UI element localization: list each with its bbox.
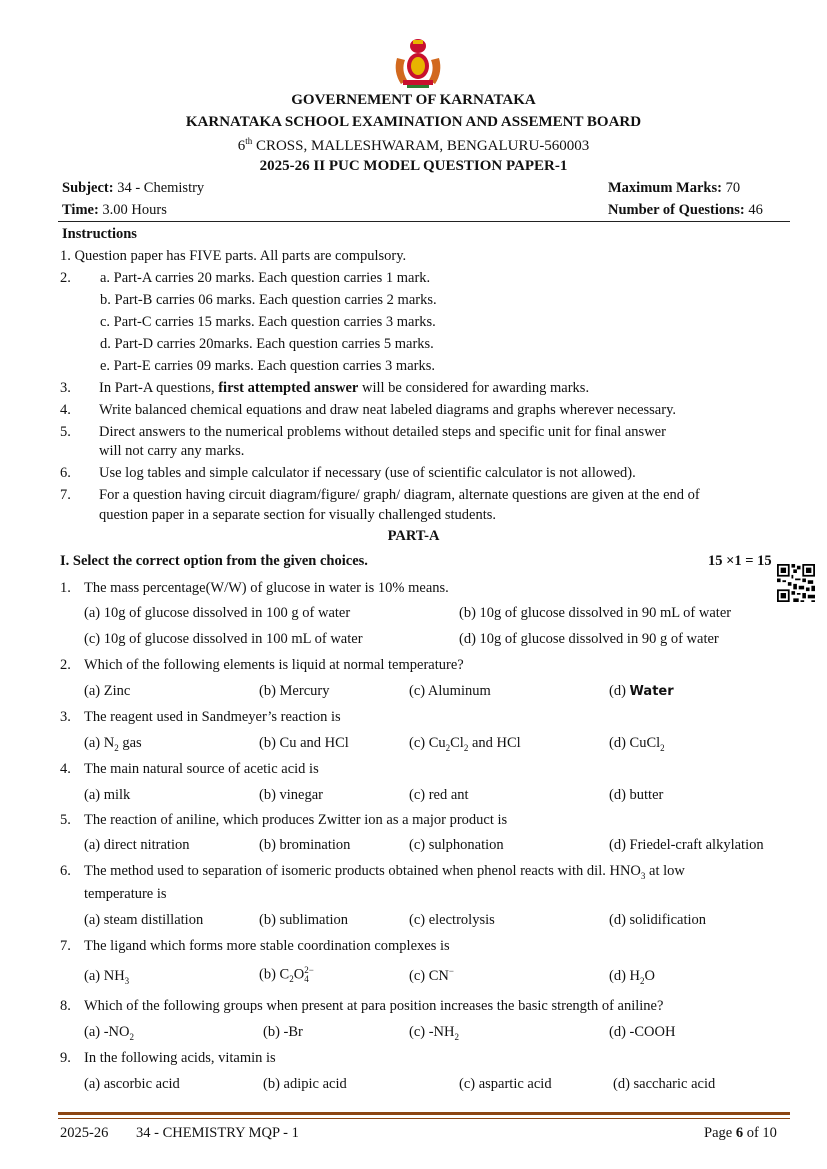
- question-1-number: 1.: [60, 580, 71, 596]
- question-6-option-c: (c) electrolysis: [409, 912, 495, 928]
- instruction-5-num: 5.: [60, 424, 71, 440]
- question-1-option-c: (c) 10g of glucose dissolved in 100 mL of water: [84, 631, 363, 647]
- question-7-option-b: (b) $C_2O$ 2− 4: [259, 965, 314, 985]
- question-4-option-b: (b) vinegar: [259, 787, 324, 803]
- instruction-2c: c. Part-C carries 15 marks. Each question carries 3 marks.: [100, 314, 436, 330]
- instruction-4-num: 4.: [60, 402, 71, 418]
- question-5-option-c: (c) sulphonation: [409, 837, 504, 853]
- question-5-option-b: (b) bromination: [259, 837, 351, 853]
- max-marks-line: Maximum Marks: 70: [608, 180, 741, 196]
- question-6-text-cont: temperature is: [84, 886, 167, 902]
- question-7-option-a: (a) $NH_3$: [84, 968, 130, 986]
- instruction-7a: For a question having circuit diagram/figure/ graph/ diagram, alternate questions are given at the end of: [99, 487, 700, 503]
- instruction-5b: will not carry any marks.: [99, 443, 245, 459]
- footer-year: 2025-26: [60, 1125, 109, 1141]
- question-4-option-d: (d) butter: [609, 787, 664, 803]
- instruction-6: Use log tables and simple calculator if necessary (use of scientific calculator is not allowed).: [99, 465, 636, 481]
- part-a-title: PART-A: [387, 528, 440, 544]
- question-5-number: 5.: [60, 812, 71, 828]
- question-8-option-b: (b) -Br: [263, 1024, 303, 1040]
- question-8-option-d: (d) -COOH: [609, 1024, 676, 1040]
- question-2-option-b: (b) Mercury: [259, 683, 330, 699]
- question-3-number: 3.: [60, 709, 71, 725]
- instruction-2d: d. Part-D carries 20marks. Each question carries 5 marks.: [100, 336, 434, 352]
- question-4-text: The main natural source of acetic acid is: [84, 761, 319, 777]
- question-7-text: The ligand which forms more stable coordination complexes is: [84, 938, 450, 954]
- question-4-option-c: (c) red ant: [409, 787, 469, 803]
- time-line: Time: 3.00 Hours: [62, 202, 167, 218]
- footer-rule-thick: [58, 1112, 790, 1115]
- question-3-option-a: (a) $N_2$ gas: [84, 735, 142, 753]
- instruction-3-num: 3.: [60, 380, 71, 396]
- header-line-2: KARNATAKA SCHOOL EXAMINATION AND ASSEMENT BOARD: [185, 114, 642, 130]
- question-6-option-d: (d) solidification: [609, 912, 707, 928]
- footer-rule-thin: [58, 1118, 790, 1119]
- instruction-1: 1. Question paper has FIVE parts. All parts are compulsory.: [60, 248, 407, 264]
- question-1-text: The mass percentage(W/W) of glucose in water is 10% means.: [84, 580, 449, 596]
- instruction-7b: question paper in a separate section for visually challenged students.: [99, 507, 497, 523]
- footer-code: 34 - CHEMISTRY MQP - 1: [136, 1125, 299, 1141]
- question-8-text: Which of the following groups when present at para position increases the basic strength of aniline?: [84, 998, 664, 1014]
- question-5-text: The reaction of aniline, which produces Zwitter ion as a major product is: [84, 812, 508, 828]
- question-4-number: 4.: [60, 761, 71, 777]
- instruction-6-num: 6.: [60, 465, 71, 481]
- header-line-1: GOVERNEMENT OF KARNATAKA: [291, 92, 536, 108]
- question-9-number: 9.: [60, 1050, 71, 1066]
- instruction-2b: b. Part-B carries 06 marks. Each question carries 2 marks.: [100, 292, 437, 308]
- question-5-option-a: (a) direct nitration: [84, 837, 190, 853]
- header-address: 6th CROSS, MALLESHWARAM, BENGALURU-560003: [237, 136, 590, 154]
- question-2-option-a: (a) Zinc: [84, 683, 131, 699]
- question-3-option-c: (c) $Cu_2Cl_2$ and HCl: [409, 735, 521, 753]
- question-7-option-d: (d) $H_2O$: [609, 968, 655, 986]
- question-6-option-a: (a) steam distillation: [84, 912, 204, 928]
- header-paper-title: 2025-26 II PUC MODEL QUESTION PAPER-1: [259, 158, 568, 174]
- karnataka-emblem-icon: [389, 36, 447, 90]
- qr-code-icon: [777, 564, 815, 602]
- question-8-option-a: (a) $-NO_2$: [84, 1024, 134, 1042]
- question-2-option-c: (c) Aluminum: [409, 683, 491, 699]
- question-2-text: Which of the following elements is liquid at normal temperature?: [84, 657, 464, 673]
- divider: [58, 221, 790, 222]
- footer-page: Page 6 of 10: [704, 1125, 777, 1141]
- question-1-option-b: (b) 10g of glucose dissolved in 90 mL of water: [459, 605, 732, 621]
- question-9-option-a: (a) ascorbic acid: [84, 1076, 180, 1092]
- question-6-number: 6.: [60, 863, 71, 879]
- instruction-5a: Direct answers to the numerical problems without detailed steps and specific unit for final answer: [99, 424, 666, 440]
- question-3-text: The reagent used in Sandmeyer’s reaction is: [84, 709, 341, 725]
- question-6-option-b: (b) sublimation: [259, 912, 349, 928]
- instruction-2-num: 2.: [60, 270, 71, 286]
- question-3-option-b: (b) Cu and HCl: [259, 735, 349, 751]
- question-4-option-a: (a) milk: [84, 787, 131, 803]
- question-9-text: In the following acids, vitamin is: [84, 1050, 276, 1066]
- question-2-option-d: (d) Water: [609, 683, 674, 699]
- section-heading: I. Select the correct option from the given choices.: [60, 553, 368, 569]
- number-of-questions-line: Number of Questions: 46: [608, 202, 763, 218]
- question-7-option-c: (c) CN−: [409, 966, 454, 984]
- instructions-title: Instructions: [62, 226, 137, 242]
- question-6-text: The method used to separation of isomeric products obtained when phenol reacts with dil. $HNO_3$ at low: [84, 863, 685, 881]
- question-9-option-b: (b) adipic acid: [263, 1076, 347, 1092]
- instruction-2e: e. Part-E carries 09 marks. Each question carries 3 marks.: [100, 358, 435, 374]
- question-1-option-d: (d) 10g of glucose dissolved in 90 g of water: [459, 631, 719, 647]
- question-1-option-a: (a) 10g of glucose dissolved in 100 g of water: [84, 605, 351, 621]
- instruction-3: In Part-A questions, first attempted answer will be considered for awarding marks.: [99, 380, 590, 396]
- instruction-4: Write balanced chemical equations and draw neat labeled diagrams and graphs wherever necessary.: [99, 402, 677, 418]
- subject-line: Subject: 34 - Chemistry: [62, 180, 205, 196]
- question-2-number: 2.: [60, 657, 71, 673]
- question-7-number: 7.: [60, 938, 71, 954]
- question-9-option-d: (d) saccharic acid: [613, 1076, 716, 1092]
- section-marks: 15 ×1 = 15: [708, 553, 772, 569]
- instruction-2a: a. Part-A carries 20 marks. Each question carries 1 mark.: [100, 270, 431, 286]
- question-8-number: 8.: [60, 998, 71, 1014]
- question-8-option-c: (c) $-NH_2$: [409, 1024, 459, 1042]
- instruction-7-num: 7.: [60, 487, 71, 503]
- question-9-option-c: (c) aspartic acid: [459, 1076, 552, 1092]
- question-3-option-d: (d) CuCl$_2$: [609, 735, 665, 753]
- question-5-option-d: (d) Friedel-craft alkylation: [609, 837, 764, 853]
